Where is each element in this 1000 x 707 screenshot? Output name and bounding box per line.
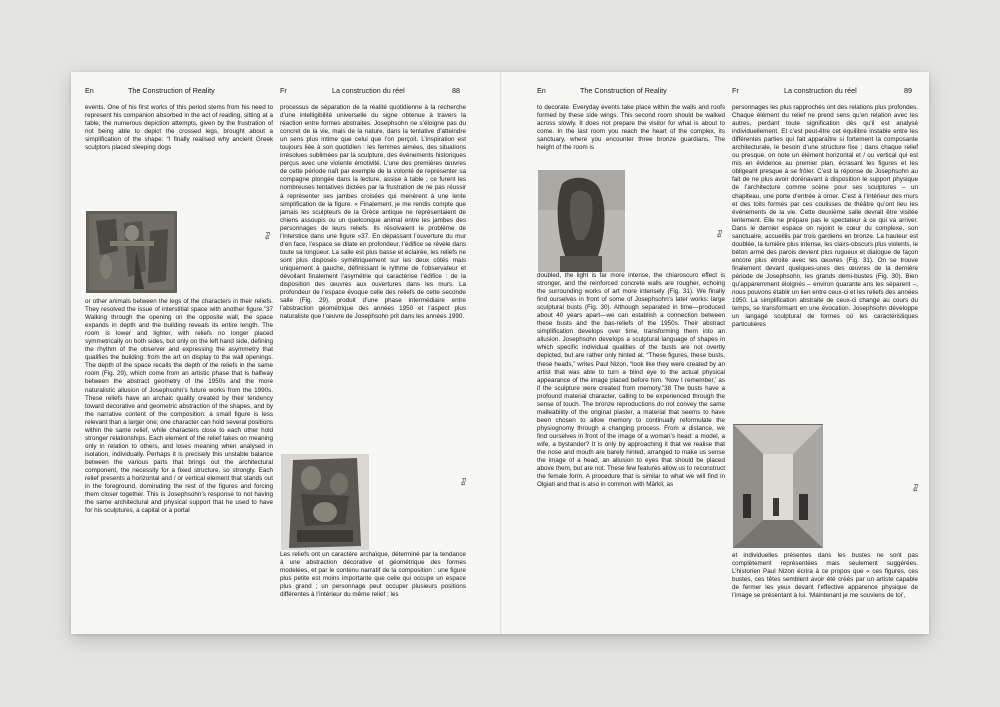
left-en-text-top: events. One of his first works of this period stems from his need to represent his companion absorbed in the act of reading, sitting at a table; the numerous depiction attempts, given by the frustration of not being able to depict the crossed legs, brought about a simplification of the shape: “I finally realised why ancient Greek sculptors placed sleeping dogs: [85, 104, 273, 152]
right-en-text-bottom: doubled, the light is far more intense, the chiaroscuro effect is stronger, and the reinforced concrete walls are rougher, echoing the surrounding works of art more intensely (Fig. 31). We finally find ourselves in front of some of Josephsohn’s later works: large sculptural busts (Fig. 30). Although separated in time—produced about 40 years apart—we can establish a connection between these busts and the bas-reliefs of the 1950s. Their abstract simplification develops over time, transforming them into an allusion. Josephsohn develops a sculptural language of shapes in which specific individual qualities of the busts are not overtly depicted, but are rather only hinted at. “These figures, these busts, these heads,” writes Paul Nizon, “look like they were created by an artist that was able to turn a blind eye to the actual physical appearance of the image placed before him. ‘Now I remember,’ as if the sculpture were created from memory.”38 The busts have a profound material character, calling to be experienced through the sense of touch. The bronze reproductions do not convey the same malleability of the original plaster, a material that seems to have been chosen to allow memory to continually reformulate the physiognomy through a changing process. From a distance, we find ourselves in front of the image of a woman’s head: a model, a wife, a bystander? It is only by approaching it that we realise that the nose and mouth are barely hinted, arranged to make us sense the image of a head, an allusion to eyes that should be placed above them, but are not. These few features allow us to reconstruct the female form. A procedure that is similar to what we will find in Olgiati and that is also in common with Märkli, as: [537, 272, 725, 489]
right-header-title-en: The Construction of Reality: [580, 86, 667, 95]
relief-photo-fig29: [281, 454, 369, 550]
room-photo-fig31: [733, 424, 823, 548]
left-fr-text-top: processus de séparation de la réalité quotidienne à la recherche d’une intelligibilité universelle du signe obtenue à travers la réaction entre formes abstraites. Josephsohn ne s’éloigne pas du concret de la vie, mais de la nature, dans la tentative d’atteindre un sens plus intime que celui que l’on perçoit. L’inspiration est toujours liée à son quotidien : les femmes aimées, des situations irrésolues sublimées par la sculpture, des événements historiques perçus avec une violente émotivité. L’une des premières œuvres de cette période naît par exemple de la volonté de représenter sa compagne plongée dans la lecture, assise à table ; ce furent les nombreuses tentatives dictées par la frustration de ne pas réussir à représenter ses jambes croisées qui menèrent à une lente simplification de la figure. « Finalement, je me rendis compte que jamais les sculpteurs de la Grèce antique ne représentaient de chiens assoupis ou un quelconque animal entre les jambes des personnages de leurs reliefs. Ils résolvaient le problème de l’interstice dans une figure »37. En dépassant l’ouverture du mur d’en face, l’espace se dilate en profondeur, l’édifice se révèle dans toute sa longueur. La salle est plus basse et éclairée, les reliefs ne sont plus disposés symétriquement sur les deux côtés mais uniquement à gauche, définissant le rythme de l’observateur et dévoilant finalement l’asymétrie qui caractérise l’édifice : de la disposition des œuvres aux ouvertures dans les murs. La profondeur de l’espace évoque celle des reliefs de cette seconde salle (Fig. 29), produit d’une phase intermédiaire entre l’abstraction géométrique des années 1950 et l’aspect plus naturaliste que l’œuvre de Josephsohn prit dans les années 1990.: [280, 104, 466, 321]
left-fig-label-2: Fig.: [460, 478, 466, 487]
right-header-lang-en: En: [537, 86, 546, 95]
left-page-number: 88: [452, 86, 460, 95]
left-fr-text-bottom: Les reliefs ont un caractère archaïque, déterminé par la tendance à une abstraction décorative et géométrique des formes modelées, et par le contenu narratif de la composition : une figure plus petite est moins importante que celle qui occupe un espace plus grand ; un personnage peut occuper plusieurs positions différentes à l’intérieur du même relief ; les: [280, 551, 466, 599]
right-header-title-fr: La construction du réel: [784, 86, 857, 95]
right-header-lang-fr: Fr: [732, 86, 739, 95]
left-header-lang-en: En: [85, 86, 94, 95]
left-header-title-en: The Construction of Reality: [128, 86, 215, 95]
relief-photo-fig28: [86, 211, 177, 293]
book-gutter: [500, 72, 502, 634]
right-page-number: 89: [904, 86, 912, 95]
right-fig-label-2: Fig.: [912, 484, 918, 493]
right-fr-text-top: personnages les plus rapprochés ont des relations plus profondes. Chaque élément du relief ne prend sens qu’en relation avec les autres, perdant toute signification dès qu’il est analysé individuellement. Et c’est peut-être cet équilibre instable entre les différentes parties qui fait apparaître si fortement la composante architecturale, le besoin d’une structure fixe ; dans chaque relief ou presque, on note un élément horizontal et / ou vertical qui est mis en évidence au premier plan, écrasant les figures et les obligeant presque à se frôler. C’est la réponse de Josephsohn au fait de ne plus avoir dorénavant à disposition le support physique de l’architecture comme scène pour ses sculptures – un chapiteau, une porte d’entrée à orner. C’est à l’intérieur des murs et des toits formés par ces coulisses de théâtre qu’ont lieu les événements de la vie. Cette deuxième salle devrait être visitée lentement. Elle ne prépare pas le spectateur à ce qui va arriver. Dans le dernier espace on rejoint le cœur du complexe, son sanctuaire, accueillis par trois gardiens en bronze. La hauteur est doublée, la lumière plus intense, les clairs-obscurs plus violents, le béton armé des parois devient plus rugueux et dialogue de façon encore plus étroite avec les œuvres (Fig. 31). On se trouve finalement devant quelques-unes des œuvres de la dernière période de Josephsohn, les grands demi-bustes (Fig. 30). Bien qu’apparemment éloignés – environ quarante ans les séparent –, nous pouvons établir un lien entre ceux-ci et les reliefs des années 1950. La simplification abstraite de ceux-ci change au cours du temps, se transformant en une évocation. Josephsohn développe un langage sculptural de formes où les caractéristiques particulières: [732, 104, 918, 329]
bust-photo-fig30: [538, 170, 625, 272]
right-fr-text-bottom: et individuelles présentes dans les bustes ne sont pas complètement représentées mais seulement suggérées. L’historien Paul Nizon écrira à ce propos que « ces figures, ces bustes, ces têtes semblent avoir été créés par un artiste capable de fermer les yeux devant l’effective apparence physique de l’image se présentant à lui. ‘Maintenant je me souviens de toi’,: [732, 552, 918, 600]
left-en-text-bottom: or other animals between the legs of the characters in their reliefs. They resolved the issue of interstitial space with another figure.”37 Walking through the opening on the opposite wall, the space expands in depth and the building reveals its entire length. The room is lower and lighter, with reliefs no longer placed symmetrically on both sides, but only on the left hand side, defining the rhythm of the observer and expressing the asymmetry that qualifies the building: from the art on display to the wall openings. The depth of the space recalls the depth of the reliefs in the same room (Fig. 29), which come from an artistic phase that is halfway between the abstract geometry of the 1950s and the more naturalistic allusion of Josephsohn’s future works from the 1990s. These reliefs have an archaic quality created by their tendency toward decorative and geometric abstraction of the shapes, and by the narrative content of the composition: a small figure is less relevant than a larger one; one character can hold several positions within the same relief, while characters close to each other hold stronger relationships. Each element of the relief takes on meaning only in relation to others, and loses meaning when analysed in isolation, individually. Perhaps it is precisely this unstable balance between the various parts that brings out the architectural component, the necessity for a fixed structure, so strongly. Each relief presents a horizontal and / or vertical element that stands out in the foreground, dominating the rest of the figures and forcing them closer together. This is Josephsohn’s response to not having the same architectural and physical support that he used to have for his sculptures, a capital or a portal: [85, 298, 273, 515]
left-fig-label-1: Fig.: [264, 232, 270, 241]
right-en-text-top: to decorate. Everyday events take place within the walls and roofs formed by these side wings. This second room should be walked across slowly. It does not prepare the visitor for what is about to come. In the last room you reach the heart of the complex, its sanctuary, where you encounter three bronze guardians. The height of the room is: [537, 104, 725, 152]
left-header-title-fr: La construction du réel: [332, 86, 405, 95]
left-header-lang-fr: Fr: [280, 86, 287, 95]
right-fig-label-1: Fig.: [716, 230, 722, 239]
